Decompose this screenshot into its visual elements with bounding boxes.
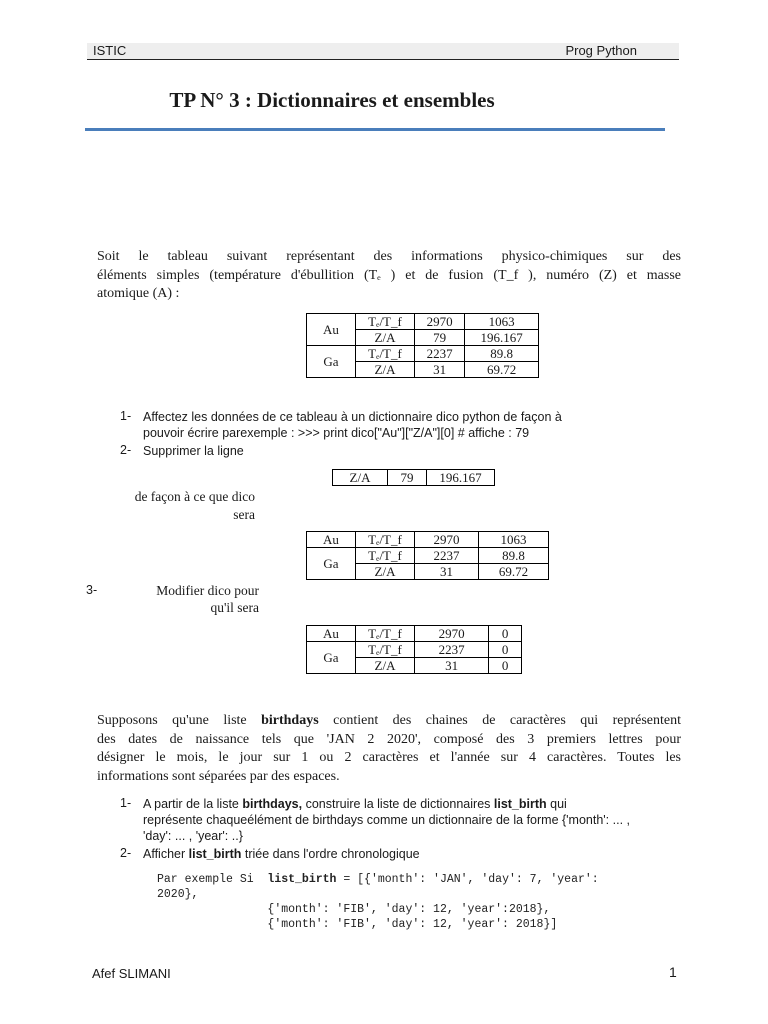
part2-line-1 bbox=[97, 712, 681, 731]
key-cell: Z/A bbox=[356, 564, 415, 580]
value-cell: 79 bbox=[415, 330, 465, 346]
element-au: Au bbox=[307, 314, 356, 346]
p1-text-part: construire la liste de dictionnaires bbox=[302, 797, 494, 811]
p1-line-3: 'day': ... , 'year': ..} bbox=[143, 829, 243, 843]
code-line-4: {'month': 'FIB', 'day': 12, 'year': 2018}] bbox=[157, 918, 558, 931]
element-ga: Ga bbox=[307, 642, 356, 674]
list-birth-term: list_birth bbox=[493, 797, 547, 811]
birthdays-paragraph bbox=[97, 712, 681, 786]
value-cell: 196.167 bbox=[427, 470, 495, 486]
code-text: = [{'month': 'JAN', 'day': 7, 'year': bbox=[336, 873, 599, 886]
p2-text-part: Afficher bbox=[143, 847, 189, 861]
code-line-3: {'month': 'FIB', 'day': 12, 'year':2018}, bbox=[157, 903, 551, 916]
value-cell: 2237 bbox=[415, 548, 479, 564]
value-cell: 89.8 bbox=[465, 346, 539, 362]
p2-text bbox=[143, 846, 420, 862]
p1-line-2: représente chaqueélément de birthdays comme un dictionnaire de la forme {'month': ... , bbox=[143, 813, 630, 827]
intro-line-2: éléments simples (température d'ébullition (Tₑ ) et de fusion (T_f ), numéro (Z) et masse bbox=[97, 267, 681, 283]
key-cell: Tₑ/T_f bbox=[356, 346, 415, 362]
elements-table bbox=[306, 313, 539, 378]
value-cell: 31 bbox=[415, 658, 489, 674]
birthdays-term: birthdays bbox=[261, 713, 319, 728]
footer-author: Afef SLIMANI bbox=[92, 966, 171, 981]
p1-text bbox=[143, 796, 683, 844]
after-q2-text bbox=[112, 488, 255, 524]
part2-line-3: désigner le mois, le jour sur 1 ou 2 caractères et l'année sur 4 caractères. Toutes les bbox=[97, 750, 681, 765]
value-cell: 0 bbox=[489, 642, 522, 658]
after-q2-line-1: de façon à ce que dico bbox=[134, 489, 255, 504]
q3-line-2: qu'il sera bbox=[210, 600, 259, 615]
deleted-row-table bbox=[332, 469, 495, 486]
value-cell: 1063 bbox=[479, 532, 549, 548]
q3-line-1: Modifier dico pour bbox=[156, 583, 259, 598]
key-cell: Tₑ/T_f bbox=[356, 548, 415, 564]
p1-text-part: qui bbox=[546, 797, 567, 811]
q1-line-1: Affectez les données de ce tableau à un dictionnaire dico python de façon à bbox=[143, 410, 562, 424]
value-cell: 79 bbox=[388, 470, 427, 486]
p2-text-part: triée dans l'ordre chronologique bbox=[241, 847, 420, 861]
key-cell: Tₑ/T_f bbox=[356, 642, 415, 658]
p1-number: 1- bbox=[120, 796, 132, 810]
header-left: ISTIC bbox=[93, 43, 127, 58]
part2-text: Supposons qu'une liste bbox=[97, 713, 262, 728]
q3-text bbox=[120, 582, 259, 616]
element-ga: Ga bbox=[307, 548, 356, 580]
key-cell: Tₑ/T_f bbox=[356, 532, 415, 548]
code-text: Par exemple Si bbox=[157, 873, 268, 886]
value-cell: 196.167 bbox=[465, 330, 539, 346]
value-cell: 2970 bbox=[415, 314, 465, 330]
q1-number: 1- bbox=[120, 409, 132, 423]
value-cell: 1063 bbox=[465, 314, 539, 330]
p1-line-1 bbox=[143, 796, 683, 812]
q2-number: 2- bbox=[120, 443, 132, 457]
intro-line-3: atomique (A) : bbox=[97, 286, 180, 301]
part2-line-2: des dates de naissance tels que 'JAN 2 2020', composé des 3 premiers lettres pour bbox=[97, 731, 681, 747]
title-rule bbox=[85, 128, 665, 131]
key-cell: Z/A bbox=[356, 658, 415, 674]
q3-number: 3- bbox=[86, 583, 98, 597]
result-table-3 bbox=[306, 625, 522, 674]
value-cell: 69.72 bbox=[465, 362, 539, 378]
value-cell: 69.72 bbox=[479, 564, 549, 580]
value-cell: 2237 bbox=[415, 346, 465, 362]
intro-paragraph bbox=[97, 248, 681, 304]
p1-text-part: A partir de la liste bbox=[143, 797, 243, 811]
after-q2-line-2: sera bbox=[233, 507, 255, 522]
header-right: Prog Python bbox=[565, 43, 637, 58]
q1-line-2: pouvoir écrire parexemple : >>> print dico["Au"]["Z/A"][0] # affiche : 79 bbox=[143, 426, 530, 440]
result-table-2 bbox=[306, 531, 549, 580]
value-cell: 31 bbox=[415, 362, 465, 378]
element-au: Au bbox=[307, 626, 356, 642]
p2-number: 2- bbox=[120, 846, 132, 860]
value-cell: 2970 bbox=[415, 532, 479, 548]
value-cell: 0 bbox=[489, 626, 522, 642]
code-list-birth: list_birth bbox=[267, 873, 337, 886]
intro-line-1: Soit le tableau suivant représentant des informations physico-chimiques sur des bbox=[97, 249, 681, 264]
key-cell: Tₑ/T_f bbox=[356, 314, 415, 330]
code-line-2: 2020}, bbox=[157, 888, 199, 901]
list-birth-term: list_birth bbox=[188, 847, 242, 861]
q2-text: Supprimer la ligne bbox=[143, 444, 244, 458]
key-cell: Z/A bbox=[356, 330, 415, 346]
element-au: Au bbox=[307, 532, 356, 548]
key-cell: Z/A bbox=[333, 470, 388, 486]
element-ga: Ga bbox=[307, 346, 356, 378]
page-title: TP N° 3 : Dictionnaires et ensembles bbox=[169, 88, 495, 112]
birthdays-term: birthdays, bbox=[242, 797, 303, 811]
code-example bbox=[157, 872, 599, 932]
part2-text: contient des chaines de caractères qui représentent bbox=[318, 713, 681, 728]
key-cell: Tₑ/T_f bbox=[356, 626, 415, 642]
value-cell: 89.8 bbox=[479, 548, 549, 564]
part2-line-4: informations sont séparées par des espaces. bbox=[97, 768, 340, 784]
page-number: 1 bbox=[669, 964, 677, 980]
value-cell: 2970 bbox=[415, 626, 489, 642]
q1-text bbox=[143, 409, 643, 441]
value-cell: 31 bbox=[415, 564, 479, 580]
key-cell: Z/A bbox=[356, 362, 415, 378]
value-cell: 2237 bbox=[415, 642, 489, 658]
value-cell: 0 bbox=[489, 658, 522, 674]
page-header bbox=[87, 43, 679, 60]
